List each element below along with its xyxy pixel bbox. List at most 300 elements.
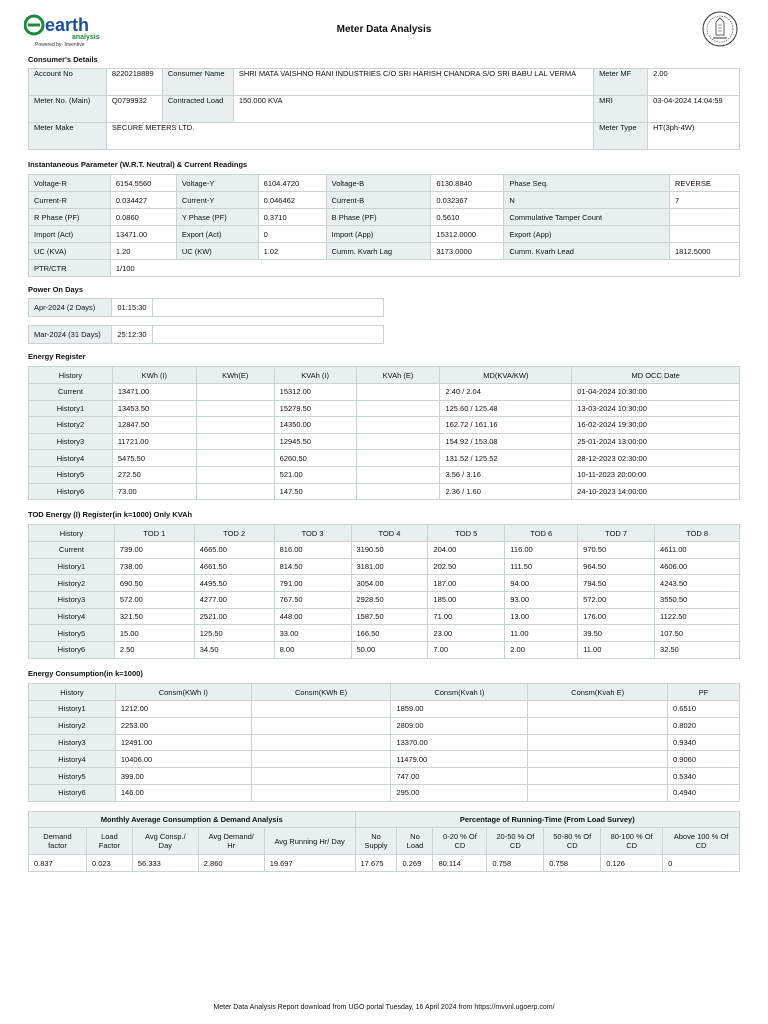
- table-cell: 0.126: [601, 855, 663, 872]
- row-label: History5: [29, 768, 116, 785]
- table-cell: 80.114: [433, 855, 487, 872]
- column-header: Load Factor: [86, 828, 132, 855]
- table-cell: [251, 717, 391, 734]
- table-cell: 73.00: [112, 483, 196, 500]
- param-value: 3173.0000: [431, 243, 504, 260]
- table-row: [29, 326, 384, 344]
- tod-register-title: TOD Energy (I) Register(in k=1000) Only KVAh: [28, 510, 193, 519]
- table-row: [29, 575, 740, 592]
- table-cell: 10-11-2023 20:00:00: [572, 466, 740, 483]
- param-value: 1812.5000: [670, 243, 740, 260]
- table-cell: [251, 768, 391, 785]
- table-cell: 295.00: [391, 784, 528, 801]
- param-value: [670, 226, 740, 243]
- row-label: Current: [29, 542, 115, 559]
- account-no-value: 8220218889: [106, 69, 162, 96]
- table-cell: 204.00: [428, 542, 505, 559]
- meter-mf-value: 2.00: [648, 69, 740, 96]
- table-cell: 738.00: [114, 558, 194, 575]
- table-cell: 162.72 / 161.16: [440, 417, 572, 434]
- table-cell: 791.00: [274, 575, 351, 592]
- table-cell: 107.50: [655, 625, 740, 642]
- meter-type-value: HT(3ph-4W): [648, 123, 740, 150]
- table-row: [29, 175, 740, 192]
- table-cell: 11.00: [578, 642, 655, 659]
- param-label: N: [504, 192, 670, 209]
- param-value: 15312.0000: [431, 226, 504, 243]
- table-cell: [356, 384, 440, 401]
- row-label: Current: [29, 384, 113, 401]
- table-cell: 147.50: [274, 483, 356, 500]
- param-value: 13471.00: [110, 226, 176, 243]
- table-cell: 2253.00: [115, 717, 251, 734]
- column-header: History: [29, 684, 116, 701]
- table-cell: 202.50: [428, 558, 505, 575]
- table-cell: 56.333: [132, 855, 198, 872]
- table-cell: 970.50: [578, 542, 655, 559]
- column-header: Consm(Kvah E): [528, 684, 668, 701]
- table-row: [29, 69, 740, 96]
- column-header: Consm(KWh I): [115, 684, 251, 701]
- table-cell: 1122.50: [655, 608, 740, 625]
- header-row: [29, 367, 740, 384]
- table-cell: [251, 701, 391, 718]
- table-cell: [528, 784, 668, 801]
- table-cell: 0.5340: [668, 768, 740, 785]
- table-cell: [356, 400, 440, 417]
- table-cell: [356, 483, 440, 500]
- monthly-analysis-table: [28, 811, 740, 872]
- param-label: Cumm. Kvarh Lead: [504, 243, 670, 260]
- row-label: History3: [29, 433, 113, 450]
- table-cell: 3.56 / 3.16: [440, 466, 572, 483]
- row-label: History4: [29, 751, 116, 768]
- param-label: Export (App): [504, 226, 670, 243]
- table-cell: 154.92 / 153.08: [440, 433, 572, 450]
- table-cell: 116.00: [505, 542, 578, 559]
- table-cell: 2809.00: [391, 717, 528, 734]
- table-cell: [251, 751, 391, 768]
- meter-no-label: Meter No. (Main): [29, 96, 107, 123]
- table-cell: 448.00: [274, 608, 351, 625]
- power-on-days-title: Power On Days: [28, 285, 84, 294]
- table-cell: 0.758: [544, 855, 601, 872]
- table-cell: 11479.00: [391, 751, 528, 768]
- power-on-value: 25:12:30: [112, 326, 152, 344]
- table-cell: 14350.00: [274, 417, 356, 434]
- ptr-ctr-value: 1/100: [110, 260, 739, 277]
- row-label: History3: [29, 592, 115, 609]
- table-cell: 0.9060: [668, 751, 740, 768]
- table-cell: 4606.00: [655, 558, 740, 575]
- param-label: Commulative Tamper Count: [504, 209, 670, 226]
- table-cell: 94.00: [505, 575, 578, 592]
- table-cell: 7.00: [428, 642, 505, 659]
- table-cell: 15.00: [114, 625, 194, 642]
- consumer-name-value: SHRI MATA VAISHNO RANI INDUSTRIES C/O SRI HARISH CHANDRA S/O SRI BABU LAL VERMA: [233, 69, 593, 96]
- param-label: Current-R: [29, 192, 111, 209]
- table-cell: 2.00: [505, 642, 578, 659]
- table-cell: 187.00: [428, 575, 505, 592]
- param-label: Phase Seq.: [504, 175, 670, 192]
- param-value: 1.20: [110, 243, 176, 260]
- table-row: [29, 542, 740, 559]
- column-header: Above 100 % Of CD: [663, 828, 740, 855]
- row-label: History4: [29, 608, 115, 625]
- row-label: History1: [29, 400, 113, 417]
- table-row: [29, 784, 740, 801]
- table-cell: 1587.50: [351, 608, 428, 625]
- table-cell: 1859.00: [391, 701, 528, 718]
- header-row: [29, 684, 740, 701]
- table-cell: 13370.00: [391, 734, 528, 751]
- meter-make-label: Meter Make: [29, 123, 107, 150]
- table-cell: 8.00: [274, 642, 351, 659]
- meter-make-value: SECURE METERS LTD.: [106, 123, 593, 150]
- power-on-table-apr: [28, 298, 384, 317]
- param-value: [670, 209, 740, 226]
- table-cell: 0.837: [29, 855, 87, 872]
- table-cell: [196, 384, 274, 401]
- column-header: Avg Consp./ Day: [132, 828, 198, 855]
- param-label: Export (Act): [176, 226, 258, 243]
- logo-powered-text: Powered by- Inventive: [35, 42, 85, 48]
- table-row: [29, 299, 384, 317]
- table-row: [29, 226, 740, 243]
- table-row: [29, 400, 740, 417]
- table-row: [29, 192, 740, 209]
- table-cell: 4243.50: [655, 575, 740, 592]
- column-header: TOD 6: [505, 525, 578, 542]
- table-row: [29, 734, 740, 751]
- table-cell: 794.50: [578, 575, 655, 592]
- table-cell: 739.00: [114, 542, 194, 559]
- monthly-group-header: Monthly Average Consumption & Demand Analysis: [29, 812, 356, 828]
- contracted-load-label: Contracted Load: [162, 96, 233, 123]
- table-cell: 50.00: [351, 642, 428, 659]
- row-label: History5: [29, 625, 115, 642]
- column-header: 80-100 % Of CD: [601, 828, 663, 855]
- table-cell: 690.50: [114, 575, 194, 592]
- table-cell: 0.023: [86, 855, 132, 872]
- param-value: 0.034427: [110, 192, 176, 209]
- table-cell: 399.00: [115, 768, 251, 785]
- param-value: 6130.8840: [431, 175, 504, 192]
- table-row: [29, 768, 740, 785]
- table-cell: 2521.00: [194, 608, 274, 625]
- param-value: 0.3710: [258, 209, 326, 226]
- param-value: 0: [258, 226, 326, 243]
- column-header: Avg Running Hr/ Day: [264, 828, 355, 855]
- table-cell: 16-02-2024 19:30:00: [572, 417, 740, 434]
- column-header: 0-20 % Of CD: [433, 828, 487, 855]
- table-cell: 34.50: [194, 642, 274, 659]
- table-row: [29, 260, 740, 277]
- row-label: History2: [29, 717, 116, 734]
- param-value: 6104.4720: [258, 175, 326, 192]
- page-header: [0, 0, 768, 55]
- power-on-label: Apr-2024 (2 Days): [29, 299, 112, 317]
- column-header: Consm(Kvah I): [391, 684, 528, 701]
- table-cell: [196, 483, 274, 500]
- column-header: KVAh (I): [274, 367, 356, 384]
- instantaneous-title: Instantaneous Parameter (W.R.T. Neutral) & Current Readings: [28, 160, 248, 169]
- column-header: History: [29, 367, 113, 384]
- param-value: 0.046462: [258, 192, 326, 209]
- param-label: Y Phase (PF): [176, 209, 258, 226]
- table-cell: 521.00: [274, 466, 356, 483]
- power-on-label: Mar-2024 (31 Days): [29, 326, 112, 344]
- table-cell: 15312.00: [274, 384, 356, 401]
- table-cell: 185.00: [428, 592, 505, 609]
- row-label: History3: [29, 734, 116, 751]
- page-title: Meter Data Analysis: [336, 24, 432, 35]
- table-cell: 25-01-2024 13:00:00: [572, 433, 740, 450]
- column-header: TOD 2: [194, 525, 274, 542]
- table-cell: 131.52 / 125.52: [440, 450, 572, 467]
- instantaneous-table: [28, 174, 740, 277]
- table-cell: 12945.50: [274, 433, 356, 450]
- table-cell: 2.36 / 1.60: [440, 483, 572, 500]
- table-cell: [196, 433, 274, 450]
- table-cell: 0.4940: [668, 784, 740, 801]
- table-cell: [196, 466, 274, 483]
- table-cell: 964.50: [578, 558, 655, 575]
- table-cell: 3054.00: [351, 575, 428, 592]
- table-cell: 4277.00: [194, 592, 274, 609]
- table-row: [29, 608, 740, 625]
- table-cell: 39.50: [578, 625, 655, 642]
- column-header: Avg Demand/ Hr: [198, 828, 264, 855]
- mri-label: MRI: [594, 96, 648, 123]
- account-no-label: Account No: [29, 69, 107, 96]
- table-cell: [196, 450, 274, 467]
- column-header: 20-50 % Of CD: [487, 828, 544, 855]
- table-row: [29, 243, 740, 260]
- param-value: 1.02: [258, 243, 326, 260]
- column-header: 50-80 % Of CD: [544, 828, 601, 855]
- table-cell: [356, 433, 440, 450]
- table-cell: 17.675: [355, 855, 397, 872]
- table-cell: 93.00: [505, 592, 578, 609]
- table-cell: 2.860: [198, 855, 264, 872]
- param-value: 7: [670, 192, 740, 209]
- param-label: Current-Y: [176, 192, 258, 209]
- contracted-load-value: 150.000 KVA: [233, 96, 593, 123]
- tod-register-table: [28, 524, 740, 659]
- table-cell: 0: [663, 855, 740, 872]
- table-cell: 15279.50: [274, 400, 356, 417]
- param-label: UC (KW): [176, 243, 258, 260]
- table-cell: 23.00: [428, 625, 505, 642]
- row-label: History2: [29, 575, 115, 592]
- table-cell: 12491.00: [115, 734, 251, 751]
- table-cell: 33.00: [274, 625, 351, 642]
- param-value: 0.0860: [110, 209, 176, 226]
- table-cell: 3190.50: [351, 542, 428, 559]
- table-cell: 4665.00: [194, 542, 274, 559]
- consumer-details-title: Consumer's Details: [28, 55, 98, 64]
- group-header-row: [29, 812, 740, 828]
- column-header: TOD 8: [655, 525, 740, 542]
- column-header: No Load: [397, 828, 433, 855]
- table-cell: 767.50: [274, 592, 351, 609]
- param-value: 0.032367: [431, 192, 504, 209]
- energy-register-title: Energy Register: [28, 352, 86, 361]
- table-cell: [528, 734, 668, 751]
- table-cell: 32.50: [655, 642, 740, 659]
- row-label: History2: [29, 417, 113, 434]
- table-cell: 6260.50: [274, 450, 356, 467]
- table-cell: 0.8020: [668, 717, 740, 734]
- table-row: [29, 642, 740, 659]
- table-cell: 816.00: [274, 542, 351, 559]
- table-cell: 12847.50: [112, 417, 196, 434]
- param-label: UC (KVA): [29, 243, 111, 260]
- row-label: History4: [29, 450, 113, 467]
- table-row: [29, 96, 740, 123]
- table-cell: 2928.50: [351, 592, 428, 609]
- row-label: History6: [29, 784, 116, 801]
- param-value: REVERSE: [670, 175, 740, 192]
- table-cell: 125.50: [194, 625, 274, 642]
- table-cell: 2.40 / 2.04: [440, 384, 572, 401]
- table-cell: 0.758: [487, 855, 544, 872]
- table-row: [29, 701, 740, 718]
- table-cell: [356, 466, 440, 483]
- row-label: History6: [29, 483, 113, 500]
- table-row: [29, 751, 740, 768]
- table-cell: 272.50: [112, 466, 196, 483]
- table-cell: 4495.50: [194, 575, 274, 592]
- table-cell: 4661.50: [194, 558, 274, 575]
- energy-consumption-table: [28, 683, 740, 802]
- power-on-value: 01:15:30: [112, 299, 152, 317]
- table-row: [29, 717, 740, 734]
- ptr-ctr-label: PTR/CTR: [29, 260, 111, 277]
- column-header: No Supply: [355, 828, 397, 855]
- column-header: Consm(KWh E): [251, 684, 391, 701]
- table-cell: 11721.00: [112, 433, 196, 450]
- consumer-name-label: Consumer Name: [162, 69, 233, 96]
- table-cell: 814.50: [274, 558, 351, 575]
- table-cell: 13.00: [505, 608, 578, 625]
- table-row: [29, 384, 740, 401]
- meter-type-label: Meter Type: [594, 123, 648, 150]
- power-on-table-mar: [28, 325, 384, 344]
- column-header: MD(KVA/KW): [440, 367, 572, 384]
- column-header: TOD 1: [114, 525, 194, 542]
- table-cell: [251, 734, 391, 751]
- table-row: [29, 466, 740, 483]
- table-cell: [528, 701, 668, 718]
- table-cell: 13-03-2024 10:30:00: [572, 400, 740, 417]
- table-cell: 111.50: [505, 558, 578, 575]
- table-row: [29, 123, 740, 150]
- table-cell: 0.9340: [668, 734, 740, 751]
- table-cell: 166.50: [351, 625, 428, 642]
- param-label: Voltage-Y: [176, 175, 258, 192]
- energy-consumption-title: Energy Consumption(in k=1000): [28, 669, 143, 678]
- param-label: Import (App): [326, 226, 431, 243]
- logo-sub-text: analysis: [72, 34, 100, 41]
- table-row: [29, 417, 740, 434]
- table-row: [29, 450, 740, 467]
- table-cell: 747.00: [391, 768, 528, 785]
- table-cell: 146.00: [115, 784, 251, 801]
- table-cell: 13471.00: [112, 384, 196, 401]
- row-label: History6: [29, 642, 115, 659]
- consumer-details-table: [28, 68, 740, 150]
- table-cell: 2.50: [114, 642, 194, 659]
- table-row: [29, 558, 740, 575]
- column-header: TOD 5: [428, 525, 505, 542]
- energy-register-table: [28, 366, 740, 500]
- column-header: MD OCC Date: [572, 367, 740, 384]
- header-row: [29, 525, 740, 542]
- table-cell: [356, 417, 440, 434]
- table-cell: 28-12-2023 02:30:00: [572, 450, 740, 467]
- param-label: B Phase (PF): [326, 209, 431, 226]
- table-cell: 125.60 / 125.48: [440, 400, 572, 417]
- table-cell: 10406.00: [115, 751, 251, 768]
- column-header: TOD 7: [578, 525, 655, 542]
- table-cell: 572.00: [578, 592, 655, 609]
- param-label: Cumm. Kvarh Lag: [326, 243, 431, 260]
- param-label: Current-B: [326, 192, 431, 209]
- table-cell: 176.00: [578, 608, 655, 625]
- table-cell: 4611.00: [655, 542, 740, 559]
- table-row: [29, 209, 740, 226]
- table-cell: [528, 768, 668, 785]
- param-value: 6154.5560: [110, 175, 176, 192]
- running-time-group-header: Percentage of Running-Time (From Load Survey): [355, 812, 739, 828]
- header-row: [29, 828, 740, 855]
- table-row: [29, 592, 740, 609]
- row-label: History1: [29, 558, 115, 575]
- column-header: KVAh (E): [356, 367, 440, 384]
- table-cell: [356, 450, 440, 467]
- table-cell: [196, 400, 274, 417]
- table-cell: [251, 784, 391, 801]
- column-header: TOD 4: [351, 525, 428, 542]
- table-cell: 3550.50: [655, 592, 740, 609]
- footer-text: Meter Data Analysis Report download from UGO portal Tuesday, 16 April 2024 from https://mvvnl.ugoerp.com/: [213, 1004, 555, 1011]
- table-cell: 24-10-2023 14:00:00: [572, 483, 740, 500]
- emblem-icon: [702, 11, 738, 47]
- table-cell: [528, 717, 668, 734]
- table-cell: 321.50: [114, 608, 194, 625]
- table-cell: [528, 751, 668, 768]
- table-row: [29, 483, 740, 500]
- table-cell: 11.00: [505, 625, 578, 642]
- column-header: KWh (I): [112, 367, 196, 384]
- param-value: 0.5610: [431, 209, 504, 226]
- table-row: [29, 433, 740, 450]
- table-cell: 01-04-2024 10:30:00: [572, 384, 740, 401]
- param-label: R Phase (PF): [29, 209, 111, 226]
- row-label: History1: [29, 701, 116, 718]
- table-cell: 3181.00: [351, 558, 428, 575]
- table-row: [29, 855, 740, 872]
- table-cell: 0.6510: [668, 701, 740, 718]
- table-cell: 1212.00: [115, 701, 251, 718]
- column-header: KWh(E): [196, 367, 274, 384]
- table-cell: 71.00: [428, 608, 505, 625]
- column-header: History: [29, 525, 115, 542]
- table-row: [29, 625, 740, 642]
- column-header: PF: [668, 684, 740, 701]
